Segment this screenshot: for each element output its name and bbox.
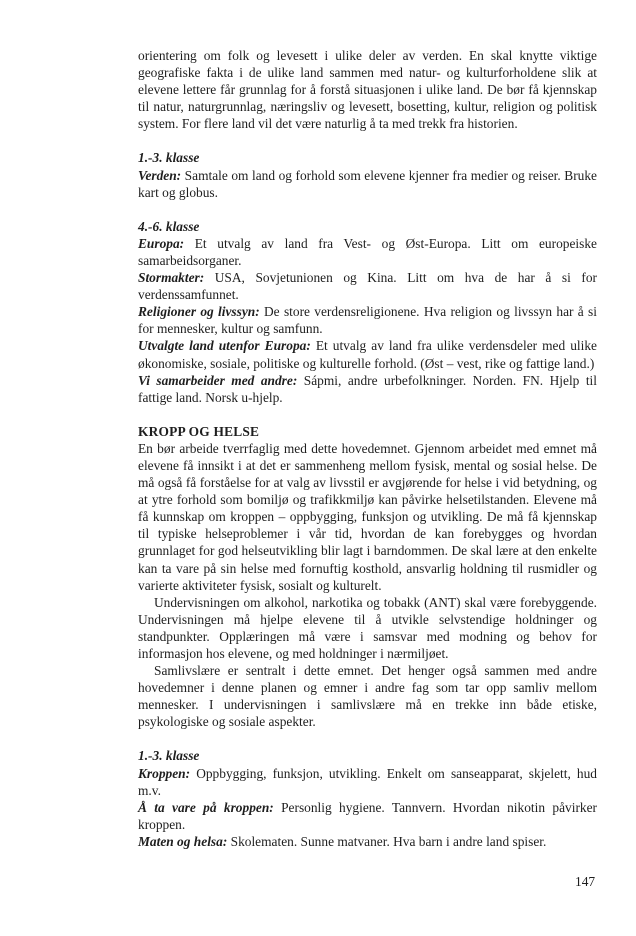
- spacer: [138, 406, 597, 423]
- topic-label: Vi samarbeider med andre:: [138, 372, 298, 388]
- topic-label: Kroppen:: [138, 765, 191, 781]
- topic-stormakter: [138, 269, 597, 303]
- grade-heading-1-3: 1.-3. klasse: [138, 150, 200, 166]
- grade-heading-1-3-kropp: 1.-3. klasse: [138, 748, 200, 764]
- kropp-paragraph-3: Samlivslære er sentralt i dette emnet. Det henger også sammen med andre hovedemner i denne planen og emner i andre fag som tar opp samliv mellom mennesker. I undervisningen i samlivslære må en trekke inn både etiske, psykologiske og sosiale aspekter.: [138, 663, 597, 730]
- intro-paragraph: orientering om folk og levesett i ulike deler av verden. En skal knytte viktige geografiske fakta i de ulike land sammen med natur- og kulturforholdene slik at elevene lettere får grunnlag for å forstå situasjonen i ulike land. De bør få kjennskap til natur, naturgrunnlag, næringsliv og levesett, bosetting, kultur, religion og politisk system. For flere land vil det være naturlig å ta med trekk fra historien.: [138, 48, 597, 132]
- topic-europa: [138, 235, 597, 269]
- page-body: [138, 47, 597, 850]
- topic-text: Skolematen. Sunne matvaner. Hva barn i andre land spiser.: [227, 833, 547, 849]
- topic-label: Religioner og livssyn:: [138, 304, 260, 320]
- topic-text: Et utvalg av land fra Vest- og Øst-Europa. Litt om europeiske samarbeidsorganer.: [138, 235, 597, 268]
- spacer: [138, 730, 597, 747]
- topic-ta-vare: [138, 799, 597, 833]
- topic-label: Utvalgte land utenfor Europa:: [138, 338, 311, 354]
- grade-heading-4-6: 4.-6. klasse: [138, 218, 200, 234]
- topic-text: USA, Sovjetunionen og Kina. Litt om hva de har å si for verdenssamfunnet.: [138, 270, 597, 303]
- topic-text: Samtale om land og forhold som elevene kjenner fra medier og reiser. Bruke kart og globus.: [138, 167, 597, 200]
- topic-label: Verden:: [138, 167, 182, 183]
- topic-label: Stormakter:: [138, 270, 205, 286]
- topic-utvalgte-land: [138, 337, 597, 371]
- kropp-paragraph-1: En bør arbeide tverrfaglig med dette hovedemnet. Gjennom arbeidet med emnet må elevene få innsikt i at det er sammenheng mellom fysisk, mental og sosial helse. De må også få forståelse for at valg av livsstil er avgjørende for helse i vid betydning, og at ytre forhold som bomiljø og trafikkmiljø kan påvirke helsetilstanden. Elevene må få kunnskap om kroppen – oppbygging, funksjon og utvikling. De må få kjennskap til typiske helseproblemer i vår tid, hvordan de kan forebygges og hvordan grunnlaget for god helseutvikling blir lagt i barndommen. De skal lære at den enkelte kan ta vare på sin helse med fornuftig kosthold, ansvarlig holdning til rusmidler og varierte aktiviteter fysisk, sosialt og kulturelt.: [138, 440, 597, 593]
- topic-text: Et utvalg av land fra ulike verdensdeler med ulike økonomiske, sosiale, politiske og kulturelle forhold. (Øst – vest, rike og fattige land.): [138, 338, 597, 371]
- topic-kroppen: [138, 765, 597, 799]
- topic-label: Maten og helsa:: [138, 833, 228, 849]
- topic-text: De store verdensreligionene. Hva religion og livssyn har å si for mennesker, kultur og samfunn.: [138, 304, 597, 337]
- topic-text: Oppbygging, funksjon, utvikling. Enkelt om sanseapparat, skjelett, hud m.v.: [138, 765, 597, 798]
- topic-maten: [138, 833, 597, 850]
- topic-text: Sápmi, andre urbefolkninger. Norden. FN. Hjelp til fattige land. Norsk u-hjelp.: [138, 372, 597, 405]
- topic-label: Å ta vare på kroppen:: [138, 799, 274, 815]
- spacer: [138, 201, 597, 218]
- topic-verden: [138, 167, 597, 201]
- topic-religioner: [138, 303, 597, 337]
- spacer: [138, 132, 597, 149]
- page-number: 147: [575, 874, 596, 889]
- topic-label: Europa:: [138, 235, 185, 251]
- kropp-paragraph-2: Undervisningen om alkohol, narkotika og tobakk (ANT) skal være forebyggende. Undervisningen må hjelpe elevene til å utvikle selvstendige holdninger og standpunkter. Opplæringen må være i samsvar med modning og behov for informasjon hos elevene, og med holdninger i nærmiljøet.: [138, 594, 597, 661]
- topic-text: Personlig hygiene. Tannvern. Hvordan nikotin påvirker kroppen.: [138, 799, 598, 832]
- topic-samarbeider: [138, 372, 597, 406]
- section-title: KROPP OG HELSE: [138, 423, 260, 439]
